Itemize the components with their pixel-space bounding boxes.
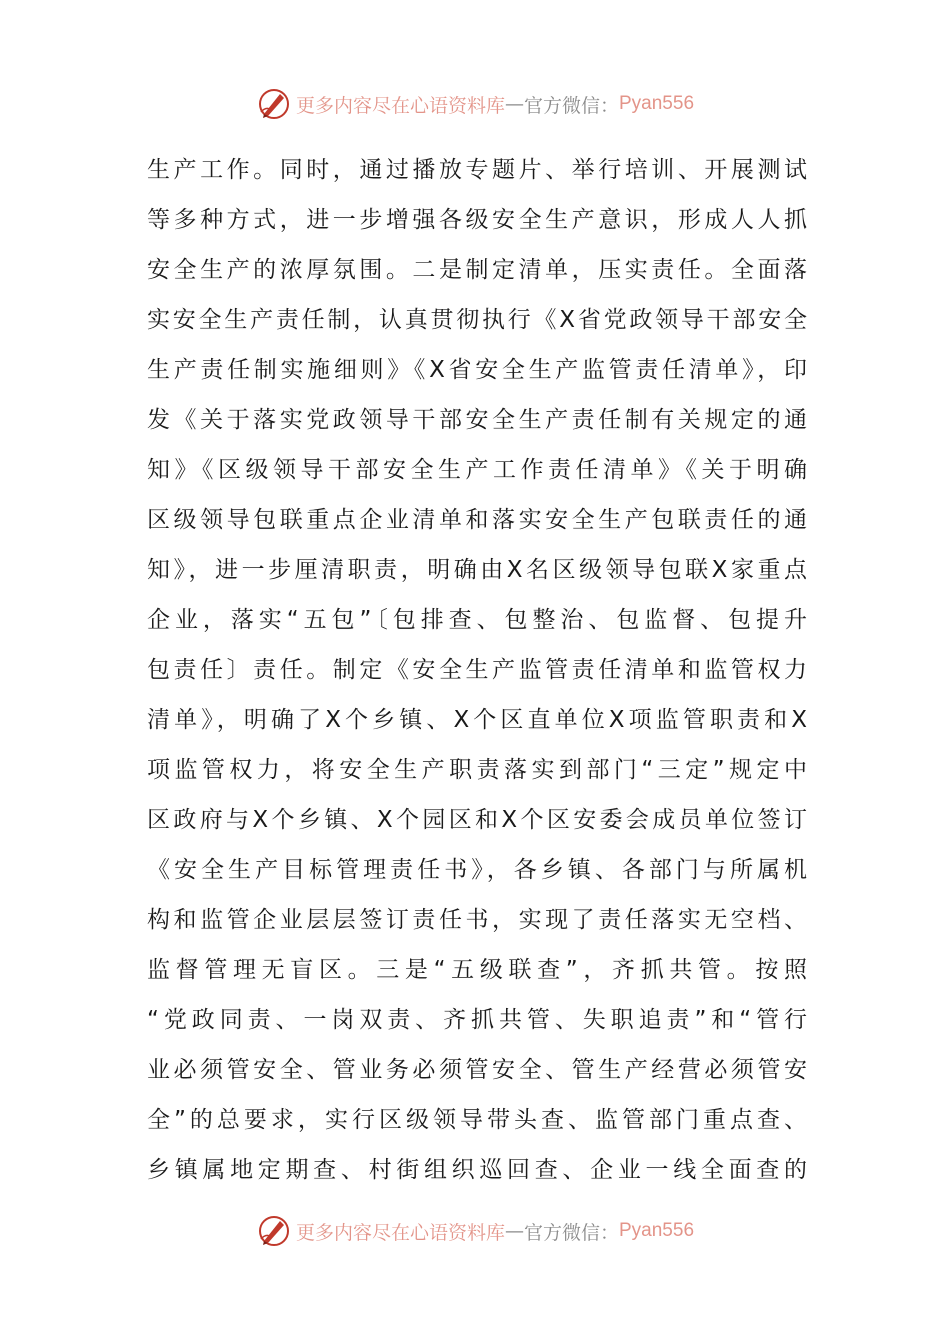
footer-watermark <box>0 1211 950 1251</box>
body-line: 业必须管安全、管业务必须管安全、管生产经营必须管安 <box>147 1057 807 1083</box>
body-line: 生产责任制实施细则》《X省安全生产监管责任清单》，印 <box>147 357 807 383</box>
body-line: 包责任〕责任。制定《安全生产监管责任清单和监管权力 <box>147 657 807 683</box>
body-line: 区政府与X个乡镇、X个园区和X个区安委会成员单位签订 <box>147 807 807 833</box>
pen-logo-icon <box>256 86 292 122</box>
document-body <box>147 145 807 1195</box>
body-line: 全”的总要求，实行区级领导带头查、监管部门重点查、 <box>147 1107 807 1133</box>
body-line: 知》《区级领导干部安全生产工作责任清单》《关于明确 <box>147 457 807 483</box>
body-line: “党政同责、一岗双责、齐抓共管、失职追责”和“管行 <box>147 1007 807 1033</box>
body-line: 安全生产的浓厚氛围。二是制定清单，压实责任。全面落 <box>147 257 807 283</box>
body-line: 区级领导包联重点企业清单和落实安全生产包联责任的通 <box>147 507 807 533</box>
watermark-official-label: 官方微信： <box>523 1221 619 1244</box>
body-line: 实安全生产责任制，认真贯彻执行《X省党政领导干部安全 <box>147 307 807 333</box>
body-line: 监督管理无盲区。三是“五级联查”，齐抓共管。按照 <box>147 957 807 983</box>
watermark-official-label: 官方微信： <box>523 94 619 117</box>
header-watermark <box>0 84 950 124</box>
body-line: 生产工作。同时，通过播放专题片、举行培训、开展测试 <box>147 157 807 183</box>
body-line: 知》，进一步厘清职责，明确由X名区级领导包联X家重点 <box>147 557 807 583</box>
watermark-wechat-id: Pyan556 <box>619 1220 695 1241</box>
watermark-site-name: 更多内容尽在心语资料库 <box>295 94 505 117</box>
watermark-dash: — <box>504 93 524 115</box>
body-line: 清单》，明确了X个乡镇、X个区直单位X项监管职责和X <box>147 707 807 733</box>
body-line: 乡镇属地定期查、村街组织巡回查、企业一线全面查的 <box>147 1157 807 1183</box>
pen-logo-icon <box>256 1213 292 1249</box>
body-line: 《安全生产目标管理责任书》，各乡镇、各部门与所属机 <box>147 857 807 883</box>
body-line: 企业，落实“五包”〔包排查、包整治、包监督、包提升 <box>147 607 807 633</box>
body-line: 等多种方式，进一步增强各级安全生产意识，形成人人抓 <box>147 207 807 233</box>
watermark-wechat-id: Pyan556 <box>619 93 695 114</box>
watermark-dash: — <box>504 1220 524 1242</box>
body-line: 发《关于落实党政领导干部安全生产责任制有关规定的通 <box>147 407 807 433</box>
body-line: 项监管权力，将安全生产职责落实到部门“三定”规定中 <box>147 757 807 783</box>
body-line: 构和监管企业层层签订责任书，实现了责任落实无空档、 <box>147 907 807 933</box>
watermark-site-name: 更多内容尽在心语资料库 <box>295 1221 505 1244</box>
